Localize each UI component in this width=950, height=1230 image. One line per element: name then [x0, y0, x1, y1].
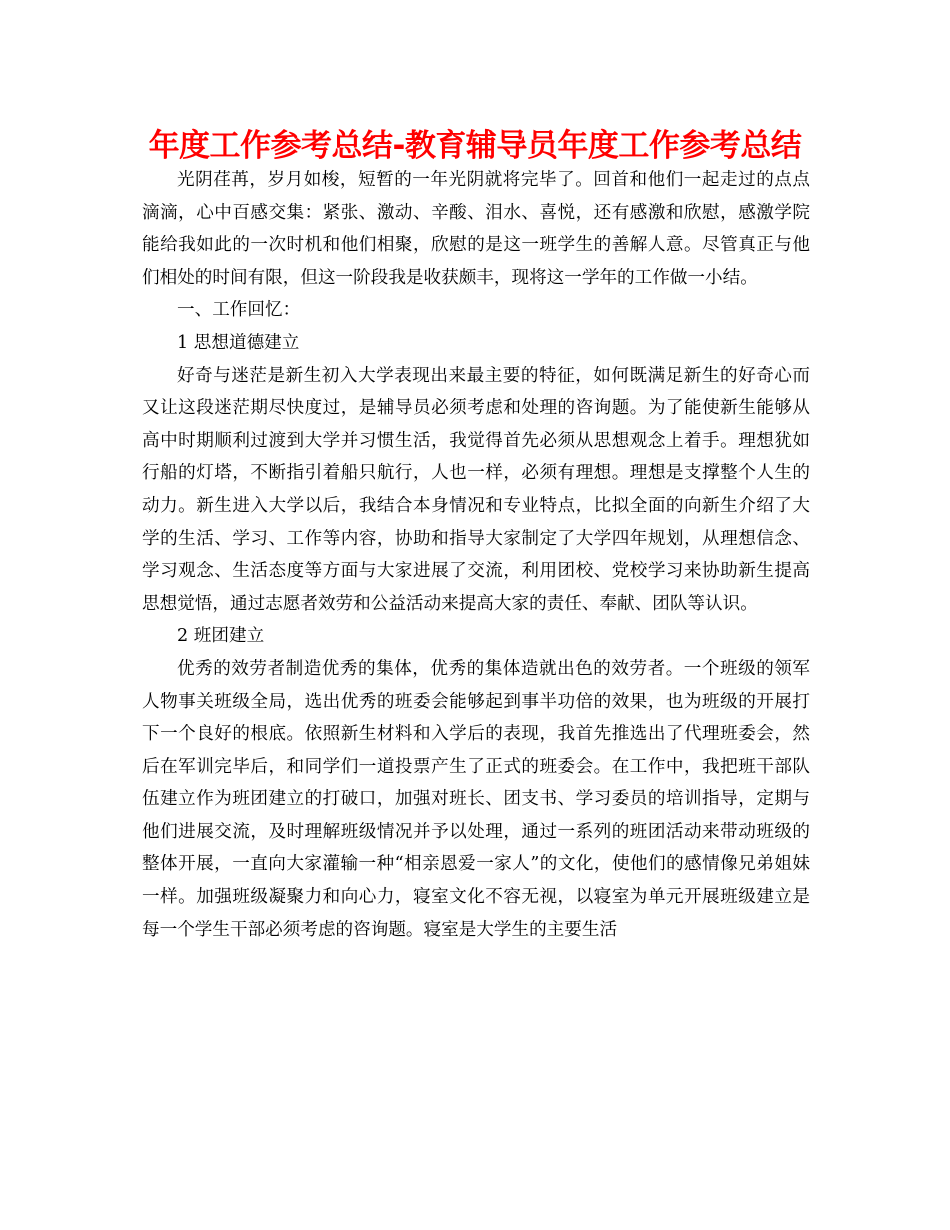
- document-body: [142, 164, 810, 946]
- paragraph-class-building: 优秀的效劳者制造优秀的集体，优秀的集体造就出色的效劳者。一个班级的领军人物事关班级全局，选出优秀的班委会能够起到事半功倍的效果，也为班级的开展打下一个良好的根底。依照新生材料和入学后的表现，我首先推选出了代理班委会，然后在军训完毕后，和同学们一道投票产生了正式的班委会。在工作中，我把班干部队伍建立作为班团建立的打破口，加强对班长、团支书、学习委员的培训指导，定期与他们进展交流，及时理解班级情况并予以处理，通过一系列的班团活动来带动班级的整体开展，一直向大家灌输一种“相亲恩爱一家人”的文化，使他们的感情像兄弟姐妹一样。加强班级凝聚力和向心力，寝室文化不容无视，以寝室为单元开展班级建立是每一个学生干部必须考虑的咨询题。寝室是大学生的主要生活: [142, 658, 810, 940]
- page-title: 年度工作参考总结-教育辅导员年度工作参考总结: [148, 128, 802, 164]
- paragraph-intro: 光阴荏苒，岁月如梭，短暂的一年光阴就将完毕了。回首和他们一起走过的点点滴滴，心中百感交集：紧张、激动、辛酸、泪水、喜悦，还有感激和欣慰，感激学院能给我如此的一次时机和他们相聚，欣慰的是这一班学生的善解人意。尽管真正与他们相处的时间有限，但这一阶段我是收获颇丰，现将这一学年的工作做一小结。: [142, 170, 810, 288]
- paragraph-moral-building: 好奇与迷茫是新生初入大学表现出来最主要的特征，如何既满足新生的好奇心而又让这段迷茫期尽快度过，是辅导员必须考虑和处理的咨询题。为了能使新生能够从高中时期顺利过渡到大学并习惯生活，我觉得首先必须从思想观念上着手。理想犹如行船的灯塔，不断指引着船只航行，人也一样，必须有理想。理想是支撑整个人生的动力。新生进入大学以后，我结合本身情况和专业特点，比拟全面的向新生介绍了大学的生活、学习、工作等内容，协助和指导大家制定了大学四年规划，从理想信念、学习观念、生活态度等方面与大家进展了交流，利用团校、党校学习来协助新生提高思想觉悟，通过志愿者效劳和公益活动来提高大家的责任、奉献、团队等认识。: [142, 365, 810, 614]
- subsection-heading-class-building: 2 班团建立: [177, 626, 265, 647]
- section-heading-work-review: 一、工作回忆：: [177, 300, 301, 321]
- subsection-heading-moral-building: 1 思想道德建立: [177, 332, 300, 353]
